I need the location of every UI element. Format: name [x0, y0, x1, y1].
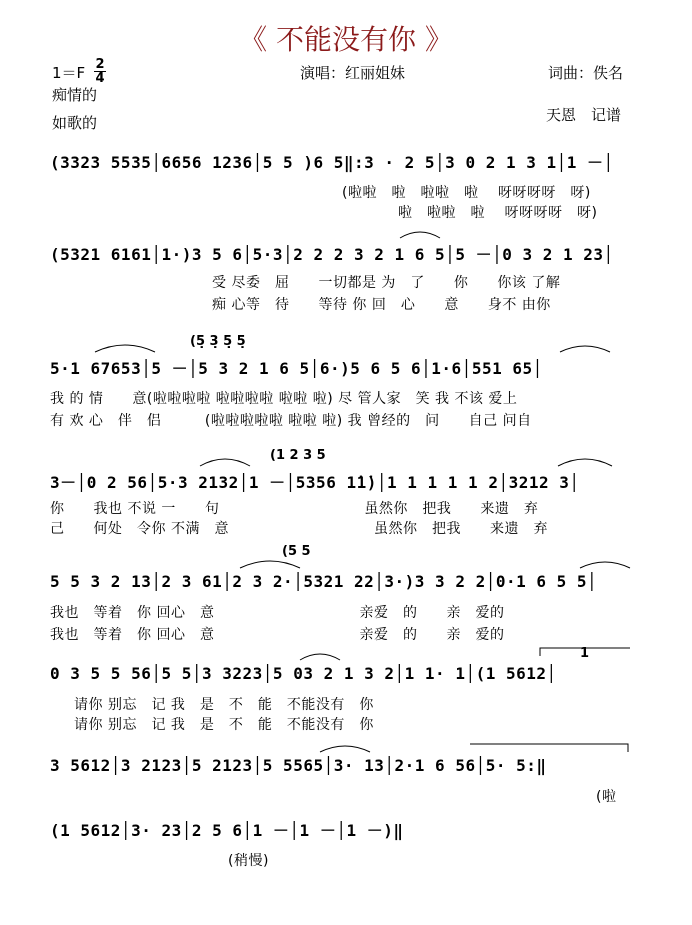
volta-bracket — [540, 648, 630, 656]
volta-number: 1 — [580, 646, 590, 661]
transcriber: 天恩 记谱 — [546, 106, 622, 124]
key-signature: 1＝F — [52, 64, 86, 82]
notation-line-8: (1 5612│3· 23│2 5 6│1 －│1 －│1 －)‖ — [50, 821, 404, 840]
slur — [400, 232, 440, 238]
slur — [95, 345, 155, 352]
lyric-line-6a: 请你 别忘 记 我 是 不 能 不能没有 你 — [74, 697, 374, 713]
lyric-line-5a: 我也 等着 你 回心 意 亲爱 的 亲 爱的 — [50, 605, 505, 621]
lyric-line-1b: 啦 啦啦 啦 呀呀呀呀 呀) — [398, 205, 598, 221]
slur — [200, 459, 250, 466]
lyric-line-5b: 我也 等着 你 回心 意 亲爱 的 亲 爱的 — [50, 627, 505, 643]
lyric-line-1a: (啦啦 啦 啦啦 啦 呀呀呀呀 呀) — [342, 185, 591, 201]
notation-line-3: 5·1 67653│5 －│5 3 2 1 6 5│6·)5 6 5 6│1·6│551 65│ — [50, 359, 543, 378]
lyric-line-4b: 己 何处 令你 不满 意 虽然你 把我 来遗 弃 — [50, 521, 548, 537]
grace-figure-3: (5̣ 3̣ 5̣ 5̣ — [190, 334, 246, 349]
performer: 演唱：红丽姐妹 — [300, 64, 406, 82]
grace-figure-5: (5 5 — [282, 544, 311, 559]
slur — [558, 459, 612, 466]
tempo-mark: (稍慢) — [228, 853, 269, 869]
notation-line-7: 3 5612│3 2123│5 2123│5 5565│3· 13│2·1 6 56│5· 5:‖ — [50, 756, 547, 775]
slur — [580, 562, 630, 568]
slur — [300, 654, 340, 660]
volta-bracket-2 — [470, 744, 628, 752]
lyricist-composer: 词曲：佚名 — [548, 64, 624, 82]
page-title: 《 不能没有你 》 — [239, 23, 453, 56]
expression-mark-1: 痴情的 — [52, 86, 98, 104]
lyric-line-2a: 受 尽委 屈 一切都是 为 了 你 你该 了解 — [212, 275, 561, 291]
slur — [560, 346, 610, 352]
expression-mark-2: 如歌的 — [52, 114, 98, 132]
lyric-line-3a: 我 的 情 意(啦啦啦啦 啦啦啦啦 啦啦 啦) 尽 管人家 笑 我 不该 爱上 — [50, 391, 518, 407]
lyric-line-4a: 你 我也 不说 一 句 虽然你 把我 来遗 弃 — [50, 501, 539, 517]
lyric-line-3b: 有 欢 心 伴 侣 (啦啦啦啦啦 啦啦 啦) 我 曾经的 问 自己 问自 — [50, 413, 532, 429]
notation-line-4: 3－│0 2 56│5·3 2132│1 －│5356 1̇1̇)│1 1 1 1 1 2│3212 3│ — [50, 473, 580, 492]
slur — [240, 561, 300, 568]
lyric-line-6b: 请你 别忘 记 我 是 不 能 不能没有 你 — [74, 717, 374, 733]
notation-line-5: 5 5 3 2 13│2 3 61│2 3 2·│5321 22│3·)3 3 2 2│0·1 6 5 5│ — [50, 572, 598, 591]
slur — [320, 746, 370, 752]
notation-line-6: 0 3 5 5 56│5 5│3 3223│5 03 2 1 3 2│1 1· 1│(1 5612│ — [50, 664, 557, 683]
notation-line-1: (3323 5535│6656 1236│5 5 )6 5‖:3 · 2 5│3 0 2 1 3 1│1 －│ — [50, 153, 614, 172]
notation-line-2: (5321 6161│1·)3 5 6│5·3│2 2 2 3 2 1 6 5│5 －│0 3 2 1 23│ — [50, 245, 614, 264]
lyric-line-2b: 痴 心等 待 等待 你 回 心 意 身不 由你 — [212, 297, 551, 313]
grace-figure-4: (1 2 3 5 — [270, 448, 326, 463]
time-signature-top: 2 — [95, 57, 105, 72]
time-signature-bottom: 4 — [95, 71, 105, 86]
lyric-line-7a: (啦 — [596, 789, 617, 805]
